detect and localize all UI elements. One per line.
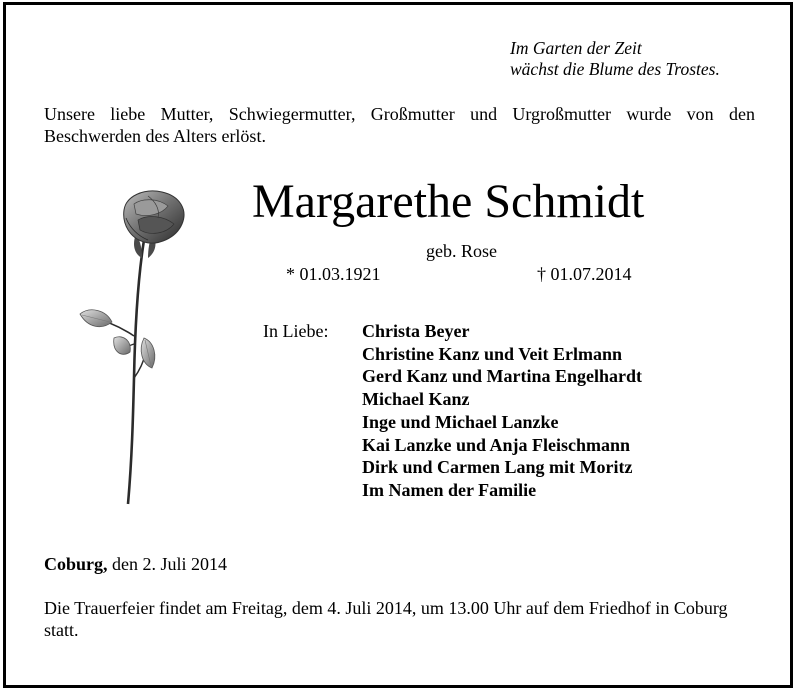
motto-line-2: wächst die Blume des Trostes.	[510, 59, 720, 79]
mourner-name: Kai Lanzke und Anja Fleischmann	[362, 434, 631, 455]
funeral-service-text: Die Trauerfeier findet am Freitag, dem 4. Juli 2014, um 13.00 Uhr auf dem Friedhof in Coburg statt.	[44, 598, 728, 640]
birth-date: * 01.03.1921	[286, 264, 381, 284]
mourner-name: Christine Kanz und Veit Erlmann	[362, 343, 623, 364]
deceased-name: Margarethe Schmidt	[252, 175, 645, 228]
mourner-name: Im Namen der Familie	[362, 479, 537, 500]
motto-line-1: Im Garten der Zeit	[510, 38, 642, 58]
mourners-list	[362, 320, 642, 502]
place-date-line	[44, 553, 227, 575]
death-date: † 01.07.2014	[537, 264, 632, 284]
intro-text: Unsere liebe Mutter, Schwiegermutter, Großmutter und Urgroßmutter wurde von den Beschwerden des Alters erlöst.	[44, 104, 755, 146]
mourner-name: Gerd Kanz und Martina Engelhardt	[362, 366, 643, 387]
mourner-name: Michael Kanz	[362, 389, 470, 410]
place-name: Coburg,	[44, 554, 108, 574]
mourner-name: Inge und Michael Lanzke	[362, 411, 559, 432]
maiden-name: geb. Rose	[426, 241, 497, 261]
mourner-name: Dirk und Carmen Lang mit Moritz	[362, 457, 633, 478]
mourners-label: In Liebe:	[263, 321, 329, 341]
rose-icon	[78, 188, 196, 508]
motto	[510, 38, 720, 80]
notice-date: den 2. Juli 2014	[107, 554, 228, 574]
mourner-name: Christa Beyer	[362, 321, 470, 341]
